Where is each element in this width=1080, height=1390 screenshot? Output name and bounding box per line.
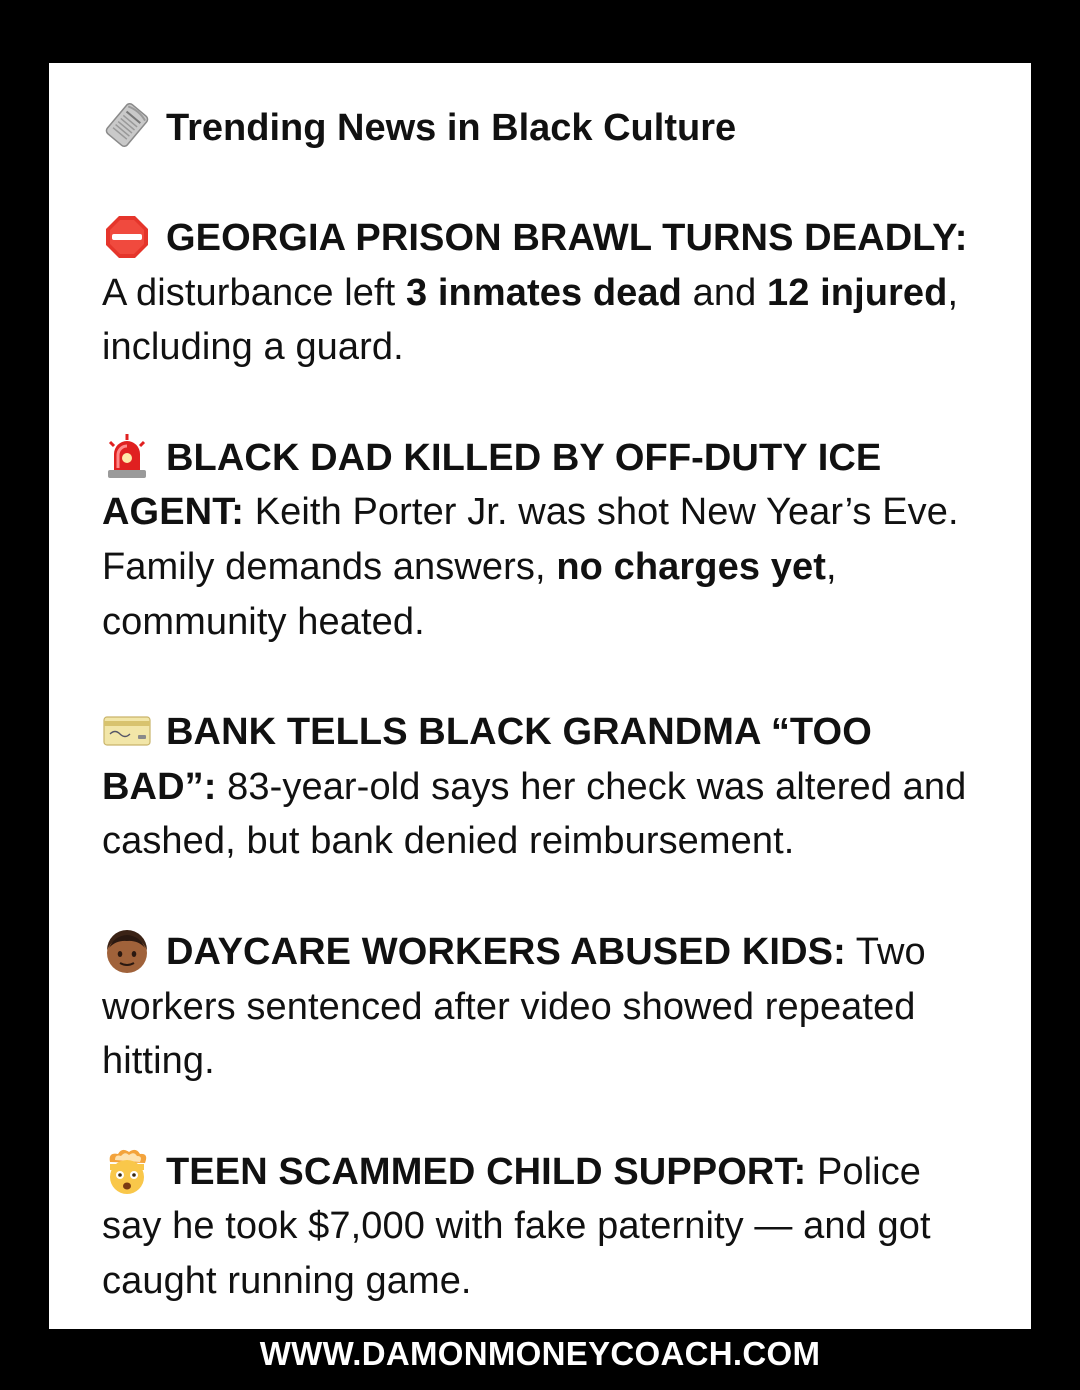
page-title bbox=[102, 101, 991, 155]
news-headline: GEORGIA PRISON BRAWL TURNS DEADLY: bbox=[166, 217, 968, 259]
police-light-icon bbox=[102, 432, 152, 482]
news-body-text: A disturbance left bbox=[102, 271, 406, 314]
news-body-text: , including a guard. bbox=[102, 271, 959, 369]
news-item bbox=[102, 1145, 991, 1309]
exploding-head-icon bbox=[102, 1146, 152, 1196]
news-headline: BLACK DAD KILLED BY OFF-DUTY ICE AGENT: bbox=[102, 436, 882, 534]
footer-url[interactable]: WWW.DAMONMONEYCOACH.COM bbox=[259, 1335, 821, 1372]
news-body-text: , community heated. bbox=[102, 545, 837, 643]
news-body-text: 83-year-old says her check was altered and cashed, but bank denied reimbursement. bbox=[102, 765, 967, 863]
news-emphasis: 12 injured bbox=[766, 271, 948, 314]
newspaper-icon bbox=[102, 100, 152, 150]
news-item bbox=[102, 925, 991, 1089]
news-body-text: and bbox=[681, 271, 767, 314]
news-body-text: Police say he took $7,000 with fake paternity — and got caught running game. bbox=[102, 1150, 931, 1302]
news-item bbox=[102, 705, 991, 869]
news-body-text: Keith Porter Jr. was shot New Year’s Eve. Family demands answers, bbox=[102, 491, 959, 588]
news-headline: BANK TELLS BLACK GRANDMA “TOO BAD”: bbox=[102, 711, 872, 808]
credit-card-icon bbox=[102, 706, 152, 756]
news-body-text: Two workers sentenced after video showed repeated hitting. bbox=[102, 930, 926, 1083]
news-headline: DAYCARE WORKERS ABUSED KIDS: bbox=[166, 930, 846, 973]
stop-sign-icon bbox=[102, 212, 152, 262]
news-item bbox=[102, 211, 991, 375]
news-headline: TEEN SCAMMED CHILD SUPPORT: bbox=[166, 1150, 807, 1193]
news-item bbox=[102, 431, 991, 649]
news-card bbox=[49, 63, 1031, 1329]
page-title-text: Trending News in Black Culture bbox=[166, 107, 737, 149]
child-face-icon bbox=[102, 926, 152, 976]
news-emphasis: 3 inmates dead bbox=[405, 271, 682, 314]
news-emphasis: no charges yet bbox=[556, 545, 826, 588]
